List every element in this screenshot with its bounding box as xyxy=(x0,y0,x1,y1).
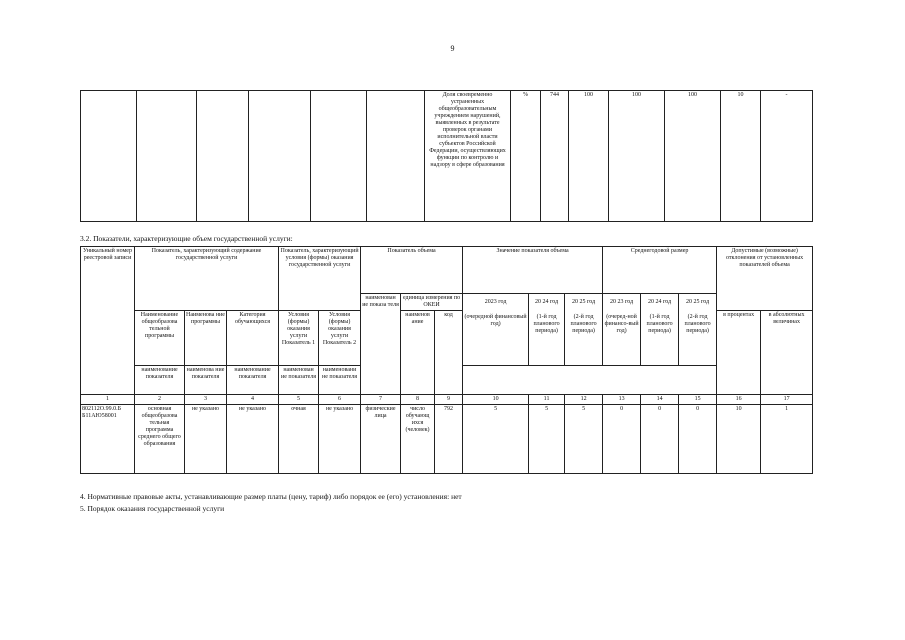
header-average: Среднегодовой размер xyxy=(603,247,717,294)
avg-2025-sub: (2-й год планового периода) xyxy=(684,313,711,334)
row-avg-2023: 0 xyxy=(603,404,641,473)
header-unit-name: наименов ание xyxy=(401,310,435,394)
column-number: 12 xyxy=(565,394,603,404)
avg-2023-sub: (очеред-ной финансо-вый год) xyxy=(604,313,639,334)
column-number-row xyxy=(81,394,813,404)
column-number: 3 xyxy=(185,394,227,404)
column-number: 11 xyxy=(529,394,565,404)
footer-line-4: 4. Нормативные правовые акты, устанавливающие размер платы (цену, тариф) либо порядок ее (его) установления: нет xyxy=(80,492,462,501)
section-title: 3.2. Показатели, характеризующие объем государственной услуги: xyxy=(80,234,293,243)
page-number: 9 xyxy=(450,44,455,53)
header-unit-code: код xyxy=(435,310,463,394)
year-2025-sub: (2-й год планового периода) xyxy=(570,313,597,334)
row-code: 792 xyxy=(435,404,463,473)
avg-2024-sub: (1-й год планового периода) xyxy=(646,313,673,334)
header-indicator-name-5: наименовани не показателя xyxy=(319,365,361,394)
column-number: 4 xyxy=(227,394,279,404)
volume-indicators-table xyxy=(80,246,813,474)
unit-cell: % xyxy=(511,91,541,222)
table-row xyxy=(81,404,813,473)
column-number: 2 xyxy=(135,394,185,404)
column-number: 13 xyxy=(603,394,641,404)
column-number: 16 xyxy=(717,394,761,404)
value-2025: 100 xyxy=(665,91,721,222)
deviation-percent: 10 xyxy=(721,91,761,222)
avg-2024-label: 20 24 год xyxy=(647,298,672,305)
header-indicator-name-4: наименован ие показателя xyxy=(279,365,319,394)
row-volume-name: физические лица xyxy=(361,404,401,473)
quality-indicators-table xyxy=(80,90,813,222)
header-unique-number: Уникальный номер реестровой записи xyxy=(81,247,135,395)
table-header-row xyxy=(81,247,813,294)
header-deviation: Допустимые (возможные) отклонения от установленных показателей объема xyxy=(717,247,813,311)
row-condition-2: не указано xyxy=(319,404,361,473)
column-number: 1 xyxy=(81,394,135,404)
header-volume-name: наименован ие показа теля xyxy=(361,293,401,394)
avg-2023-label: 20 23 год xyxy=(609,298,634,305)
column-number: 5 xyxy=(279,394,319,404)
year-2023-sub: (очередной финансовый год) xyxy=(464,313,527,327)
table-header-row xyxy=(81,293,813,310)
avg-2025-label: 20 25 год xyxy=(685,298,710,305)
row-avg-2025: 0 xyxy=(679,404,717,473)
indicator-name: Доля своевременно устраненных общеобразовательным учреждением нарушений, выявленных в результате проверок органами исполнительной власти субъектов Российской Федерации, осуществляющих функции по контролю и надзору в сфере образования xyxy=(425,91,511,222)
column-number: 8 xyxy=(401,394,435,404)
row-program: основная общеобразова тельная программа среднего общего образования xyxy=(135,404,185,473)
column-number: 17 xyxy=(761,394,813,404)
column-number: 7 xyxy=(361,394,401,404)
footer-line-5: 5. Порядок оказания государственной услуги xyxy=(80,504,225,513)
year-2024-sub: (1-й год планового периода) xyxy=(533,313,560,334)
header-condition-1: Условия (формы) оказания услуги Показатель 1 xyxy=(279,310,319,365)
value-2024: 100 xyxy=(609,91,665,222)
header-value: Значение показателя объема xyxy=(463,247,603,294)
header-avg-2023 xyxy=(603,293,641,365)
header-deviation-absolute: в абсолютных величинах xyxy=(761,310,813,394)
row-deviation-absolute: 1 xyxy=(761,404,813,473)
value-2023: 100 xyxy=(569,91,609,222)
row-category: не указано xyxy=(227,404,279,473)
column-number: 14 xyxy=(641,394,679,404)
row-value-2024: 5 xyxy=(529,404,565,473)
column-number: 15 xyxy=(679,394,717,404)
header-category: Категория обучающихся xyxy=(227,310,279,365)
header-conditions: Показатель, характеризующий условия (формы) оказания государственной услуги xyxy=(279,247,361,311)
header-deviation-percent: в процентах xyxy=(717,310,761,394)
header-unit-measure: единица измерения по ОКЕИ xyxy=(401,293,463,310)
header-condition-2: Условия (формы) оказания услуги Показатель 2 xyxy=(319,310,361,365)
row-form: очная xyxy=(279,404,319,473)
column-number: 6 xyxy=(319,394,361,404)
header-program-name: Наименование общеобразова тельной программы xyxy=(135,310,185,365)
header-indicator-name-1: наименование показателя xyxy=(135,365,185,394)
year-2023-label: 2023 год xyxy=(484,298,507,305)
deviation-absolute: - xyxy=(761,91,813,222)
row-id: 802112О.99.0.Б Б11АЮ58001 xyxy=(81,404,135,473)
header-volume: Показатель объема xyxy=(361,247,463,294)
year-2024-label: 20 24 год xyxy=(534,298,559,305)
column-number: 10 xyxy=(463,394,529,404)
row-unit: число обучающ ихся (человек) xyxy=(401,404,435,473)
column-number: 9 xyxy=(435,394,463,404)
header-avg-2025 xyxy=(679,293,717,365)
row-prog: не указано xyxy=(185,404,227,473)
year-2025-label: 20 25 год xyxy=(571,298,596,305)
header-content: Показатель, характеризующий содержание государственной услуги xyxy=(135,247,279,294)
row-deviation-percent: 10 xyxy=(717,404,761,473)
row-value-2023: 5 xyxy=(463,404,529,473)
table-row xyxy=(81,91,813,222)
row-avg-2024: 0 xyxy=(641,404,679,473)
header-avg-2024 xyxy=(641,293,679,365)
okei-cell: 744 xyxy=(541,91,569,222)
header-year-2025 xyxy=(565,293,603,365)
header-year-2023 xyxy=(463,293,529,365)
header-indicator-name-2: наименова ние показателя xyxy=(185,365,227,394)
header-program: Наименова ние программы xyxy=(185,310,227,365)
header-year-2024 xyxy=(529,293,565,365)
header-indicator-name-3: наименование показателя xyxy=(227,365,279,394)
row-value-2025: 5 xyxy=(565,404,603,473)
